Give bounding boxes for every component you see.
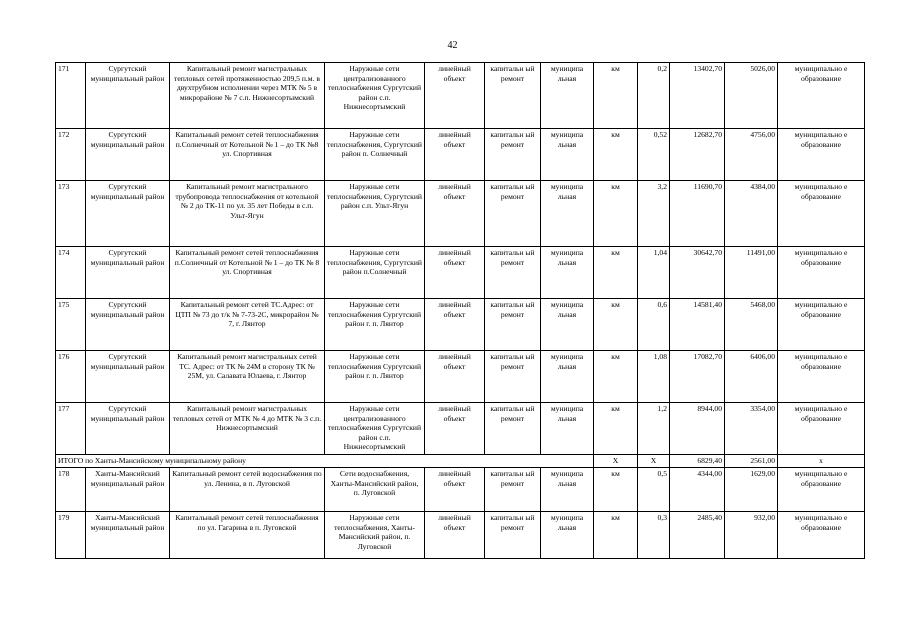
- total-row: [56, 455, 865, 468]
- network-cell: Сети водоснабжения, Ханты-Мансийский район, п. Луговской: [325, 468, 425, 512]
- network-cell: Наружные сети централизованного теплоснабжения Сургутский район с.п. Нижнесортымский: [325, 63, 425, 129]
- district-cell: Сургутский муниципальный район: [86, 129, 170, 181]
- ownership-cell: муниципа льная: [541, 299, 594, 351]
- repair-type-cell: капитальн ый ремонт: [485, 512, 541, 559]
- ownership-cell: муниципа льная: [541, 247, 594, 299]
- row-number: 178: [56, 468, 86, 512]
- quantity-cell: 1,04: [638, 247, 670, 299]
- owner-cell: муниципально е образование: [778, 129, 865, 181]
- row-number: 179: [56, 512, 86, 559]
- repair-type-cell: капитальн ый ремонт: [485, 63, 541, 129]
- cost-total-cell: 11690,70: [670, 181, 725, 247]
- work-description-cell: Капитальный ремонт сетей ТС.Адрес: от ЦТП № 73 до т/к № 7-73-2С, микрорайон № 7, г. Лянтор: [170, 299, 325, 351]
- network-cell: Наружные сети теплоснабжения, Сургутский район с.п. Ульт-Ягун: [325, 181, 425, 247]
- ownership-cell: муниципа льная: [541, 403, 594, 455]
- row-number: 172: [56, 129, 86, 181]
- network-cell: Наружные сети теплоснабжения Сургутский район г. п. Лянтор: [325, 299, 425, 351]
- row-number: 177: [56, 403, 86, 455]
- cost-total-cell: 17082,70: [670, 351, 725, 403]
- owner-cell: муниципально е образование: [778, 181, 865, 247]
- unit-cell: км: [594, 129, 638, 181]
- cost-total-cell: 13402,70: [670, 63, 725, 129]
- ownership-cell: муниципа льная: [541, 468, 594, 512]
- cost-total-cell: 14581,40: [670, 299, 725, 351]
- owner-cell: муниципально е образование: [778, 403, 865, 455]
- table-row: [56, 468, 865, 512]
- cost-total-cell: 6829,40: [670, 455, 725, 468]
- table-row: [56, 63, 865, 129]
- work-description-cell: Капитальный ремонт сетей водоснабжения по ул. Ленина, в п. Луговской: [170, 468, 325, 512]
- repair-type-cell: капитальн ый ремонт: [485, 299, 541, 351]
- row-number: 171: [56, 63, 86, 129]
- work-description-cell: Капитальный ремонт магистральных тепловых сетей от МТК № 4 до МТК № 3 с.п. Нижнесортымский: [170, 403, 325, 455]
- table-body: [56, 63, 865, 559]
- quantity-cell: 0,2: [638, 63, 670, 129]
- cost-part-cell: 5468,00: [725, 299, 778, 351]
- table-row: [56, 351, 865, 403]
- unit-cell: км: [594, 403, 638, 455]
- network-cell: Наружные сети теплоснабжения, Сургутский район п. Солнечный: [325, 129, 425, 181]
- object-type-cell: линейный объект: [425, 247, 485, 299]
- table-row: [56, 512, 865, 559]
- repair-type-cell: капитальн ый ремонт: [485, 247, 541, 299]
- row-number: 175: [56, 299, 86, 351]
- cost-total-cell: 30642,70: [670, 247, 725, 299]
- repair-type-cell: капитальн ый ремонт: [485, 468, 541, 512]
- repair-program-table: [55, 62, 865, 559]
- owner-cell: муниципально е образование: [778, 247, 865, 299]
- ownership-cell: муниципа льная: [541, 351, 594, 403]
- unit-cell: км: [594, 63, 638, 129]
- work-description-cell: Капитальный ремонт магистрального трубопровода теплоснабжения от котельной № 2 до ТК-11 по ул. 35 лет Победы в с.п. Ульт-Ягун: [170, 181, 325, 247]
- network-cell: Наружные сети теплоснабжения Сургутский район г. п. Лянтор: [325, 351, 425, 403]
- object-type-cell: линейный объект: [425, 468, 485, 512]
- table-row: [56, 181, 865, 247]
- district-cell: Сургутский муниципальный район: [86, 403, 170, 455]
- total-label-cell: ИТОГО по Ханты-Мансийскому муниципальному району: [56, 455, 594, 468]
- page-number: 42: [447, 40, 458, 51]
- object-type-cell: линейный объект: [425, 63, 485, 129]
- quantity-cell: 0,6: [638, 299, 670, 351]
- unit-cell: км: [594, 247, 638, 299]
- unit-cell: км: [594, 351, 638, 403]
- cost-part-cell: 4384,00: [725, 181, 778, 247]
- unit-cell: км: [594, 468, 638, 512]
- object-type-cell: линейный объект: [425, 403, 485, 455]
- district-cell: Сургутский муниципальный район: [86, 247, 170, 299]
- district-cell: Сургутский муниципальный район: [86, 181, 170, 247]
- cost-part-cell: 2561,00: [725, 455, 778, 468]
- unit-cell: Х: [594, 455, 638, 468]
- cost-part-cell: 932,00: [725, 512, 778, 559]
- owner-cell: муниципально е образование: [778, 351, 865, 403]
- quantity-cell: 0,52: [638, 129, 670, 181]
- object-type-cell: линейный объект: [425, 512, 485, 559]
- quantity-cell: 1,08: [638, 351, 670, 403]
- object-type-cell: линейный объект: [425, 181, 485, 247]
- row-number: 176: [56, 351, 86, 403]
- repair-type-cell: капитальн ый ремонт: [485, 403, 541, 455]
- cost-total-cell: 4344,00: [670, 468, 725, 512]
- quantity-cell: 0,5: [638, 468, 670, 512]
- network-cell: Наружные сети теплоснабжения, Ханты-Мансийский район, п. Луговской: [325, 512, 425, 559]
- ownership-cell: муниципа льная: [541, 63, 594, 129]
- object-type-cell: линейный объект: [425, 351, 485, 403]
- unit-cell: км: [594, 181, 638, 247]
- ownership-cell: муниципа льная: [541, 129, 594, 181]
- repair-type-cell: капитальн ый ремонт: [485, 129, 541, 181]
- table-row: [56, 299, 865, 351]
- ownership-cell: муниципа льная: [541, 181, 594, 247]
- object-type-cell: линейный объект: [425, 129, 485, 181]
- quantity-cell: 0,3: [638, 512, 670, 559]
- cost-part-cell: 5026,00: [725, 63, 778, 129]
- cost-total-cell: 2485,40: [670, 512, 725, 559]
- quantity-cell: 3,2: [638, 181, 670, 247]
- cost-part-cell: 3354,00: [725, 403, 778, 455]
- network-cell: Наружные сети теплоснабжения, Сургутский район п.Солнечный: [325, 247, 425, 299]
- owner-cell: муниципально е образование: [778, 512, 865, 559]
- repair-type-cell: капитальн ый ремонт: [485, 351, 541, 403]
- cost-part-cell: 1629,00: [725, 468, 778, 512]
- owner-cell: муниципально е образование: [778, 468, 865, 512]
- district-cell: Сургутский муниципальный район: [86, 351, 170, 403]
- table-row: [56, 129, 865, 181]
- owner-cell: муниципально е образование: [778, 299, 865, 351]
- work-description-cell: Капитальный ремонт сетей теплоснабжения по ул. Гагарина в п. Луговской: [170, 512, 325, 559]
- object-type-cell: линейный объект: [425, 299, 485, 351]
- work-description-cell: Капитальный ремонт магистральных сетей ТС. Адрес: от ТК № 24М в сторону ТК № 25М, ул. Салавата Юлаева, г. Лянтор: [170, 351, 325, 403]
- district-cell: Сургутский муниципальный район: [86, 63, 170, 129]
- owner-cell: муниципально е образование: [778, 63, 865, 129]
- cost-total-cell: 12682,70: [670, 129, 725, 181]
- row-number: 174: [56, 247, 86, 299]
- work-description-cell: Капитальный ремонт сетей теплоснабжения п.Солнечный от Котельной № 1 – до ТК № 8 ул. Спортивная: [170, 247, 325, 299]
- cost-total-cell: 8944,00: [670, 403, 725, 455]
- unit-cell: км: [594, 299, 638, 351]
- cost-part-cell: 11491,00: [725, 247, 778, 299]
- table-row: [56, 247, 865, 299]
- district-cell: Ханты-Мансийский муниципальный район: [86, 468, 170, 512]
- unit-cell: км: [594, 512, 638, 559]
- quantity-cell: Х: [638, 455, 670, 468]
- cost-part-cell: 4756,00: [725, 129, 778, 181]
- repair-type-cell: капитальн ый ремонт: [485, 181, 541, 247]
- district-cell: Ханты-Мансийский муниципальный район: [86, 512, 170, 559]
- quantity-cell: 1,2: [638, 403, 670, 455]
- work-description-cell: Капитальный ремонт сетей теплоснабжения п.Солнечный от Котельной № 1 – до ТК №8 ул. Спортивная: [170, 129, 325, 181]
- row-number: 173: [56, 181, 86, 247]
- owner-cell: х: [778, 455, 865, 468]
- work-description-cell: Капитальный ремонт магистральных тепловых сетей протяженностью 209,5 п.м. в двухтрубном исполнении через МТК № 5 в микрорайоне № 7 с.п. Нижнесортымский: [170, 63, 325, 129]
- cost-part-cell: 6406,00: [725, 351, 778, 403]
- table-row: [56, 403, 865, 455]
- ownership-cell: муниципа льная: [541, 512, 594, 559]
- network-cell: Наружные сети централизованного теплоснабжения Сургутский район с.п. Нижнесортымский: [325, 403, 425, 455]
- district-cell: Сургутский муниципальный район: [86, 299, 170, 351]
